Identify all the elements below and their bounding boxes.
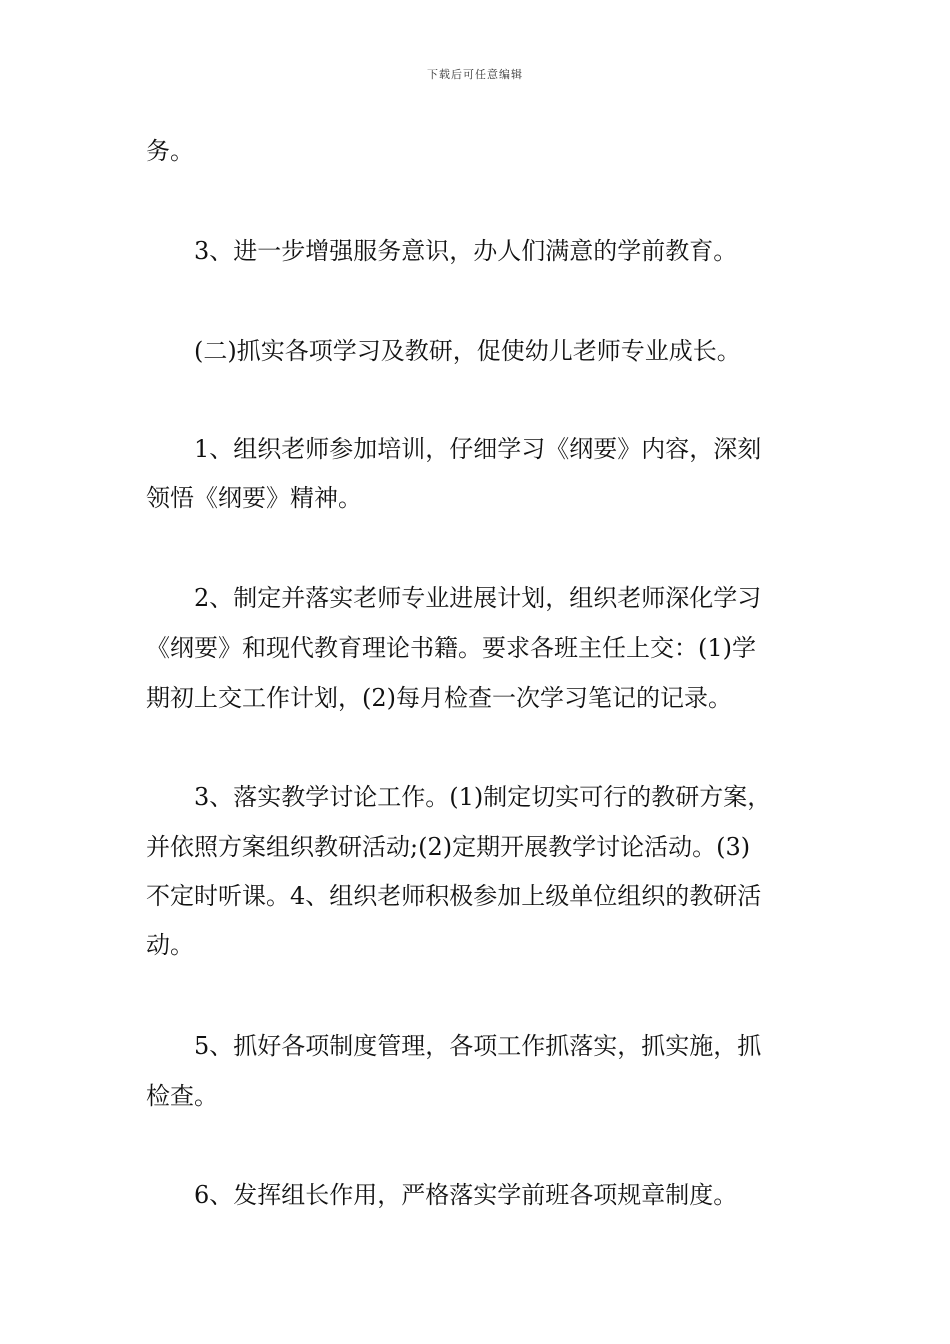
page-header: 下载后可任意编辑 — [427, 68, 523, 81]
list-item-3-service: 3、进一步增强服务意识，办人们满意的学前教育。 — [194, 237, 738, 265]
text-line: 《纲要》和现代教育理论书籍。要求各班主任上交：(1)学 — [146, 634, 756, 662]
list-item-5-management: 5、抓好各项制度管理，各项工作抓落实，抓实施，抓 — [194, 1032, 762, 1060]
text-line: 并依照方案组织教研活动;(2)定期开展教学讨论活动。(3) — [146, 833, 751, 861]
section-heading-2: (二)抓实各项学习及教研，促使幼儿老师专业成长。 — [194, 337, 741, 365]
list-item-6-leader: 6、发挥组长作用，严格落实学前班各项规章制度。 — [194, 1181, 738, 1209]
text-line: 检查。 — [146, 1082, 218, 1110]
text-line: 领悟《纲要》精神。 — [146, 484, 362, 512]
list-item-3-research: 3、落实教学讨论工作。(1)制定切实可行的教研方案， — [194, 783, 772, 811]
list-item-2-plan: 2、制定并落实老师专业进展计划，组织老师深化学习 — [194, 584, 762, 612]
text-line: 务。 — [146, 137, 194, 165]
text-line: 期初上交工作计划，(2)每月检查一次学习笔记的记录。 — [146, 684, 732, 712]
list-item-1-training: 1、组织老师参加培训，仔细学习《纲要》内容，深刻 — [194, 435, 762, 463]
text-line: 动。 — [146, 931, 194, 959]
text-line: 不定时听课。4、组织老师积极参加上级单位组织的教研活 — [146, 882, 762, 910]
